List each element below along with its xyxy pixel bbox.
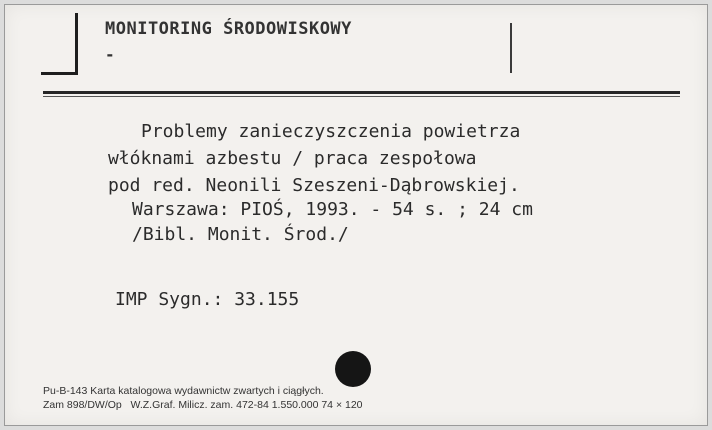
body-line-2: włóknami azbestu / praca zespołowa <box>108 148 477 169</box>
heading-divider <box>510 23 512 73</box>
body-line-4: Warszawa: PIOŚ, 1993. - 54 s. ; 24 cm <box>132 199 533 220</box>
punch-hole <box>335 351 371 387</box>
body-line-5: /Bibl. Monit. Środ./ <box>132 224 349 245</box>
body-line-1: Problemy zanieczyszczenia powietrza <box>141 121 521 142</box>
body-line-3: pod red. Neonili Szeszeni-Dąbrowskiej. <box>108 175 520 196</box>
catalog-card <box>4 4 708 426</box>
corner-mark-horizontal <box>41 72 78 75</box>
footer-line-1: Pu-B-143 Karta katalogowa wydawnictw zwartych i ciągłych. <box>43 385 324 397</box>
footer-line-2: Zam 898/DW/Op W.Z.Graf. Milicz. zam. 472-84 1.550.000 74 × 120 <box>43 399 363 411</box>
card-heading: MONITORING ŚRODOWISKOWY <box>105 19 352 39</box>
header-rule-thick <box>43 91 680 94</box>
header-rule-thin <box>43 96 680 97</box>
heading-dash: - <box>105 45 115 64</box>
signature-line: IMP Sygn.: 33.155 <box>115 289 300 310</box>
corner-mark-vertical <box>75 13 78 75</box>
